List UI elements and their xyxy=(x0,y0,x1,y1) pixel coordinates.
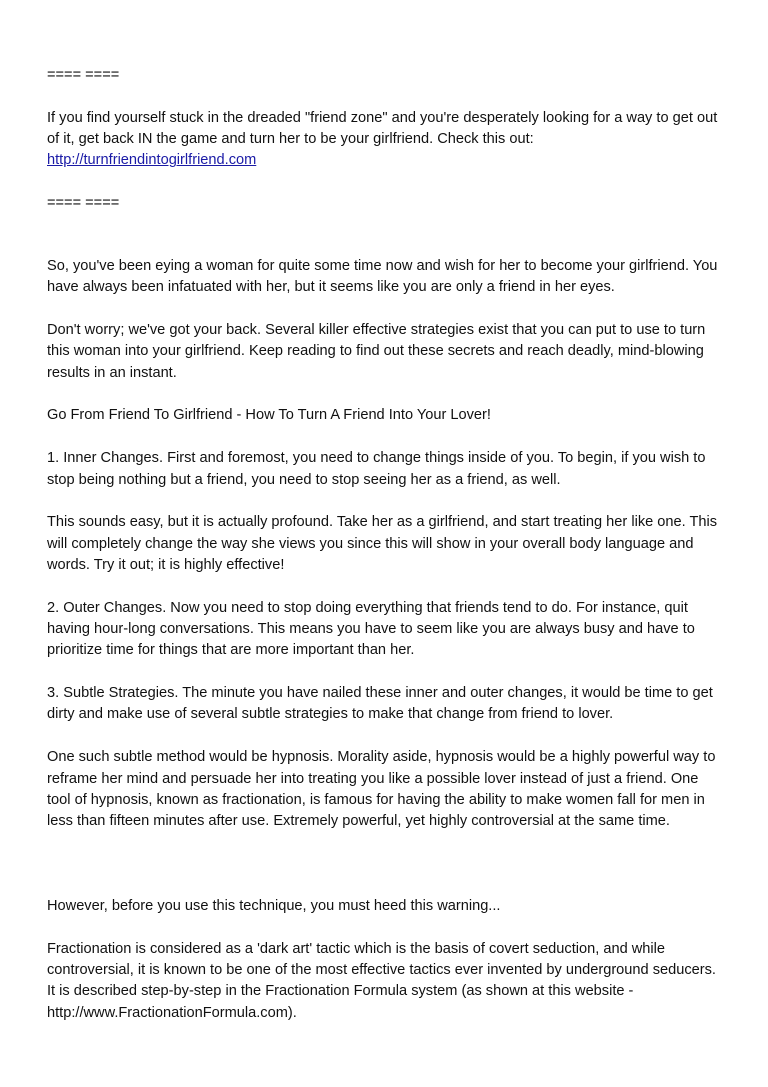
document-body xyxy=(47,65,722,1045)
paragraph-profound: This sounds easy, but it is actually profound. Take her as a girlfriend, and start treating her like one. This will completely change the way she views you since this will show in your overall body language and words. Try it out; it is highly effective! xyxy=(47,514,718,573)
paragraph-warning: However, before you use this technique, you must heed this warning... xyxy=(47,897,501,914)
paragraph-subtle-strategies: 3. Subtle Strategies. The minute you have nailed these inner and outer changes, it would be time to get dirty and make use of several subtle strategies to make that change from friend to lover. xyxy=(47,685,713,723)
intro-paragraph xyxy=(47,108,722,172)
paragraph-hypnosis: One such subtle method would be hypnosis. Morality aside, hypnosis would be a highly powerful way to reframe her mind and persuade her into treating you like a possible lover instead of just a friend. One tool of hypnosis, known as fractionation, is famous for having the ability to make women fall for men in less than fifteen minutes after use. Extremely powerful, yet highly controversial at the same time. xyxy=(47,749,716,830)
spacer xyxy=(47,854,722,896)
paragraph-1: So, you've been eying a woman for quite some time now and wish for her to become your girlfriend. You have always been infatuated with her, but it seems like you are only a friend in her eyes. xyxy=(47,257,718,296)
separator-top: ==== ==== xyxy=(47,67,120,83)
intro-link[interactable]: http://turnfriendintogirlfriend.com xyxy=(47,152,257,169)
section-heading: Go From Friend To Girlfriend - How To Turn A Friend Into Your Lover! xyxy=(47,407,491,424)
paragraph-inner-changes: 1. Inner Changes. First and foremost, you need to change things inside of you. To begin, if you wish to stop being nothing but a friend, you need to stop seeing her as a friend, as well. xyxy=(47,450,706,488)
separator-bottom: ==== ==== xyxy=(47,195,120,212)
spacer xyxy=(47,236,722,256)
paragraph-fractionation: Fractionation is considered as a 'dark art' tactic which is the basis of covert seduction, and while controversial, it is known to be one of the most effective tactics ever invented by underground seducers. It is described step-by-step in the Fractionation Formula system (as shown at this website - http://www.FractionationFormula.com). xyxy=(47,940,716,1021)
paragraph-2: Don't worry; we've got your back. Several killer effective strategies exist that you can put to use to turn this woman into your girlfriend. Keep reading to find out these secrets and reach deadly, mind-blowing results in an instant. xyxy=(47,322,706,381)
intro-text: If you find yourself stuck in the dreaded "friend zone" and you're desperately looking for a way to get out of it, get back IN the game and turn her to be your girlfriend. Check this out: xyxy=(47,109,718,148)
paragraph-outer-changes: 2. Outer Changes. Now you need to stop doing everything that friends tend to do. For instance, quit having hour-long conversations. This means you have to seem like you are always busy and have to prioritize time for things that are more important than her. xyxy=(47,599,695,659)
